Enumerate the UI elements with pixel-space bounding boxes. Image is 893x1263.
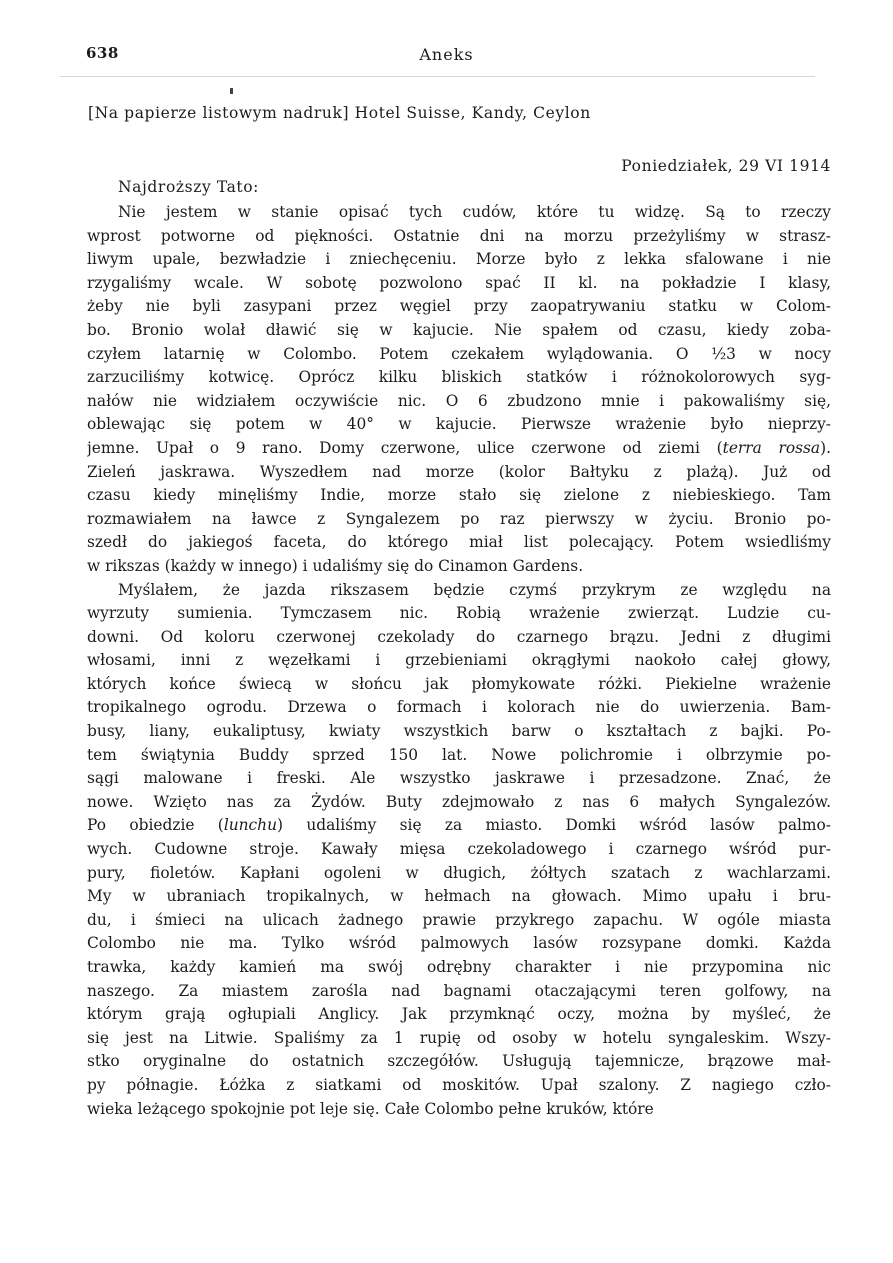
- text-line: bo. Bronio wolał dławić się w kajucie. Nie spałem od czasu, kiedy zoba-: [87, 320, 831, 339]
- text-line: Myślałem, że jazda rikszasem będzie czymś przykrym ze względu na: [118, 580, 831, 599]
- text-line: wprost potworne od piękności. Ostatnie dni na morzu przeżyliśmy w strasz-: [87, 226, 831, 245]
- text-line: wych. Cudowne stroje. Kawały mięsa czekoladowego i czarnego wśród pur-: [87, 840, 831, 859]
- text-line: którym grają ogłupiali Anglicy. Jak przymknąć oczy, można by myśleć, że: [87, 1005, 831, 1024]
- text-line: liwym upale, bezwładzie i zniechęceniu. Morze było z lekka sfalowane i nie: [87, 250, 831, 269]
- text-line: zarzuciliśmy kotwicę. Oprócz kilku bliskich statków i różnokolorowych syg-: [87, 368, 831, 387]
- letterhead-note: [Na papierze listowym nadruk] Hotel Suisse, Kandy, Ceylon: [88, 104, 591, 122]
- text-line: Zieleń jaskrawa. Wyszedłem nad morze (kolor Bałtyku z plażą). Już od: [87, 462, 831, 481]
- text-line: jemne. Upał o 9 rano. Domy czerwone, ulice czerwone od ziemi (terra rossa).: [87, 438, 831, 457]
- text-line: stko oryginalne do ostatnich szczegółów. Usługują tajemnicze, brązowe mał-: [87, 1052, 831, 1071]
- text-line: czyłem latarnię w Colombo. Potem czekałem wylądowania. O ½3 w nocy: [87, 344, 831, 363]
- text-line: py półnagie. Łóżka z siatkami od moskitów. Upał szalony. Z nagiego czło-: [87, 1075, 831, 1094]
- header-rule: [60, 76, 815, 77]
- text-line: naszego. Za miastem zarośla nad bagnami otaczającymi teren golfowy, na: [87, 981, 831, 1000]
- print-speck: [230, 88, 233, 94]
- running-head: Aneks: [419, 45, 474, 64]
- text-line: żeby nie byli zasypani przez węgiel przy zaopatrywaniu statku w Colom-: [87, 297, 831, 316]
- text-line: tropikalnego ogrodu. Drzewa o formach i kolorach nie do uwierzenia. Bam-: [87, 698, 831, 717]
- page-number: 638: [86, 44, 119, 62]
- text-line: rzygaliśmy wcale. W sobotę pozwolono spać II kl. na pokładzie I klasy,: [87, 273, 831, 292]
- text-line: się jest na Litwie. Spaliśmy za 1 rupię od osoby w hotelu syngaleskim. Wszy-: [87, 1028, 831, 1047]
- text-line: Nie jestem w stanie opisać tych cudów, które tu widzę. Są to rzeczy: [118, 203, 831, 221]
- text-line: du, i śmieci na ulicach żadnego prawie przykrego zapachu. W ogóle miasta: [87, 910, 831, 929]
- text-line: downi. Od koloru czerwonej czekolady do czarnego brązu. Jedni z długimi: [87, 627, 831, 646]
- letter-date: Poniedziałek, 29 VI 1914: [621, 157, 831, 175]
- text-line: pury, fioletów. Kapłani ogoleni w długich, żółtych szatach z wachlarzami.: [87, 863, 831, 882]
- text-line: Po obiedzie (lunchu) udaliśmy się za miasto. Domki wśród lasów palmo-: [87, 816, 831, 835]
- text-line: My w ubraniach tropikalnych, w hełmach na głowach. Mimo upału i bru-: [87, 887, 831, 906]
- text-line: oblewając się potem w 40° w kajucie. Pierwsze wrażenie było nieprzy-: [87, 415, 831, 434]
- text-line: nałów nie widziałem oczywiście nic. O 6 zbudzono mnie i pakowaliśmy się,: [87, 391, 831, 410]
- text-line: tem świątynia Buddy sprzed 150 lat. Nowe polichromie i olbrzymie po-: [87, 745, 831, 764]
- text-line: których końce świecą w słońcu jak płomykowate różki. Piekielne wrażenie: [87, 674, 831, 693]
- letter-body: [87, 201, 831, 1121]
- text-line: wieka leżącego spokojnie pot leje się. Całe Colombo pełne kruków, które: [87, 1099, 654, 1118]
- text-line: czasu kiedy minęliśmy Indie, morze stało się zielone z niebieskiego. Tam: [87, 486, 831, 505]
- text-line: sągi malowane i freski. Ale wszystko jaskrawe i przesadzone. Znać, że: [87, 769, 831, 788]
- salutation: Najdroższy Tato:: [118, 178, 260, 196]
- text-line: nowe. Wzięto nas za Żydów. Buty zdejmowało z nas 6 małych Syngalezów.: [87, 792, 831, 811]
- text-line: busy, liany, eukaliptusy, kwiaty wszystkich barw o kształtach z bajki. Po-: [87, 722, 831, 741]
- text-line: trawka, każdy kamień ma swój odrębny charakter i nie przypomina nic: [87, 958, 831, 976]
- text-line: w rikszas (każdy w innego) i udaliśmy się do Cinamon Gardens.: [87, 556, 584, 575]
- text-line: rozmawiałem na ławce z Syngalezem po raz pierwszy w życiu. Bronio po-: [87, 509, 831, 528]
- text-line: Colombo nie ma. Tylko wśród palmowych lasów rozsypane domki. Każda: [87, 934, 831, 953]
- text-line: wyrzuty sumienia. Tymczasem nic. Robią wrażenie zwierząt. Ludzie cu-: [87, 604, 831, 623]
- text-line: włosami, inni z węzełkami i grzebieniami okrągłymi naokoło całej głowy,: [87, 651, 831, 670]
- text-line: szedł do jakiegoś faceta, do którego miał list polecający. Potem wsiedliśmy: [87, 533, 831, 552]
